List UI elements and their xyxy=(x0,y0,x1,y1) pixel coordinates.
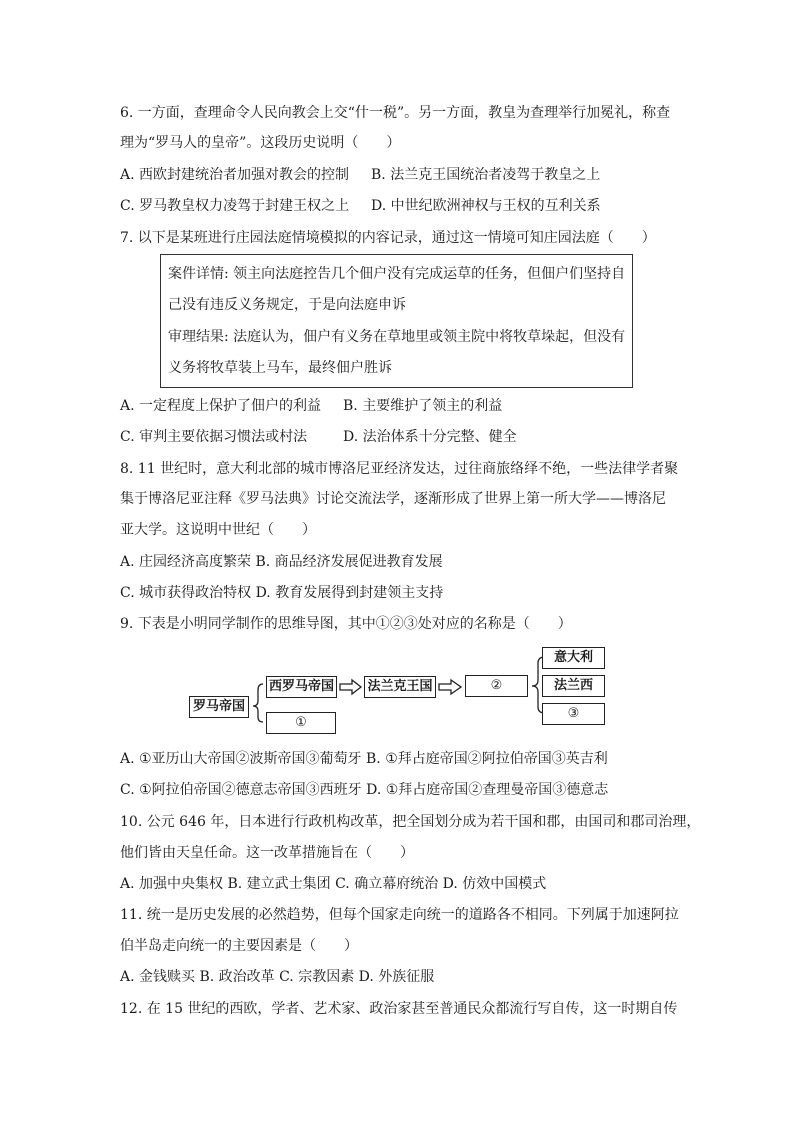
mindmap-root-node: 罗马帝国 xyxy=(189,696,249,718)
q10-options: A. 加强中央集权 B. 建立武士集团 C. 确立幕府统治 D. 仿效中国模式 xyxy=(120,876,547,892)
q6-option-d: D. 中世纪欧洲神权与王权的互利关系 xyxy=(371,198,601,214)
q6-option-b: B. 法兰克王国统治者凌驾于教皇之上 xyxy=(371,167,601,183)
mindmap-frank-node: 法兰克王国 xyxy=(364,676,436,698)
q10-stem-line2: 他们皆由天皇任命。这一改革措施旨在（ ） xyxy=(120,845,414,861)
q12-stem-line1: 12. 在 15 世纪的西欧，学者、艺术家、政治家甚至普通民众都流行写自传，这一时期自传 xyxy=(120,1001,678,1017)
q8-options-ab: A. 庄园经济高度繁荣 B. 商品经济发展促进教育发展 xyxy=(120,554,443,570)
mindmap-west-rome-node: 西罗马帝国 xyxy=(266,676,337,698)
mindmap-france-node: 法兰西 xyxy=(542,675,605,697)
q7-option-b: B. 主要维护了领主的利益 xyxy=(343,398,503,414)
q7-option-d: D. 法治体系十分完整、健全 xyxy=(343,429,517,445)
mindmap-blank-1-node: ① xyxy=(266,712,336,734)
mindmap-blank-2-node: ② xyxy=(465,675,528,697)
q7-case-result-line2: 义务将牧草装上马车，最终佃户胜诉 xyxy=(168,360,392,376)
q8-stem-line1: 8. 11 世纪时，意大利北部的城市博洛尼亚经济发达，过往商旅络绎不绝，一些法律学者聚 xyxy=(120,461,679,477)
q7-case-result-line1: 审理结果: 法庭认为，佃户有义务在草地里或领主院中将牧草垛起，但没有 xyxy=(168,329,626,345)
q8-options-cd: C. 城市获得政治特权 D. 教育发展得到封建领主支持 xyxy=(120,585,444,601)
q8-stem-line2: 集于博洛尼亚注释《罗马法典》讨论交流法学，逐渐形成了世界上第一所大学——博洛尼 xyxy=(120,491,666,507)
q7-stem: 7. 以下是某班进行庄园法庭情境模拟的内容记录，通过这一情境可知庄园法庭（ ） xyxy=(120,230,656,246)
q10-stem-line1: 10. 公元 646 年，日本进行行政机构改革，把全国划分成为若干国和郡，由国司和郡司治理， xyxy=(120,814,701,830)
q7-option-a: A. 一定程度上保护了佃户的利益 xyxy=(120,398,322,414)
q7-case-detail-line2: 己没有违反义务规定，于是向法庭申诉 xyxy=(168,297,406,313)
q6-stem-line1: 6. 一方面，查理命令人民向教会上交“什一税”。另一方面，教皇为查理举行加冕礼，称查 xyxy=(120,105,671,121)
q7-option-c: C. 审判主要依据习惯法或村法 xyxy=(120,429,308,445)
q8-stem-line3: 亚大学。这说明中世纪（ ） xyxy=(120,522,316,538)
q9-options-cd: C. ①阿拉伯帝国②德意志帝国③西班牙 D. ①拜占庭帝国②查理曼帝国③德意志 xyxy=(120,782,609,798)
q6-stem-line2: 理为“罗马人的皇帝”。这段历史说明（ ） xyxy=(120,135,401,151)
mindmap-blank-3-node: ③ xyxy=(542,703,605,725)
q11-stem-line2: 伯半岛走向统一的主要因素是（ ） xyxy=(120,938,358,954)
q11-stem-line1: 11. 统一是历史发展的必然趋势，但每个国家走向统一的道路各不相同。下列属于加速阿拉 xyxy=(120,907,679,923)
q6-option-c: C. 罗马教皇权力凌驾于封建王权之上 xyxy=(120,198,350,214)
q11-options: A. 金钱赎买 B. 政治改革 C. 宗教因素 D. 外族征服 xyxy=(120,969,435,985)
q9-stem: 9. 下表是小明同学制作的思维导图，其中①②③处对应的名称是（ ） xyxy=(120,616,572,632)
q9-options-ab: A. ①亚历山大帝国②波斯帝国③葡萄牙 B. ①拜占庭帝国②阿拉伯帝国③英吉利 xyxy=(120,751,608,767)
q7-case-detail-line1: 案件详情: 领主向法庭控告几个佃户没有完成运草的任务，但佃户们坚持自 xyxy=(168,266,626,282)
mindmap-italy-node: 意大利 xyxy=(542,647,605,669)
q6-option-a: A. 西欧封建统治者加强对教会的控制 xyxy=(120,167,350,183)
